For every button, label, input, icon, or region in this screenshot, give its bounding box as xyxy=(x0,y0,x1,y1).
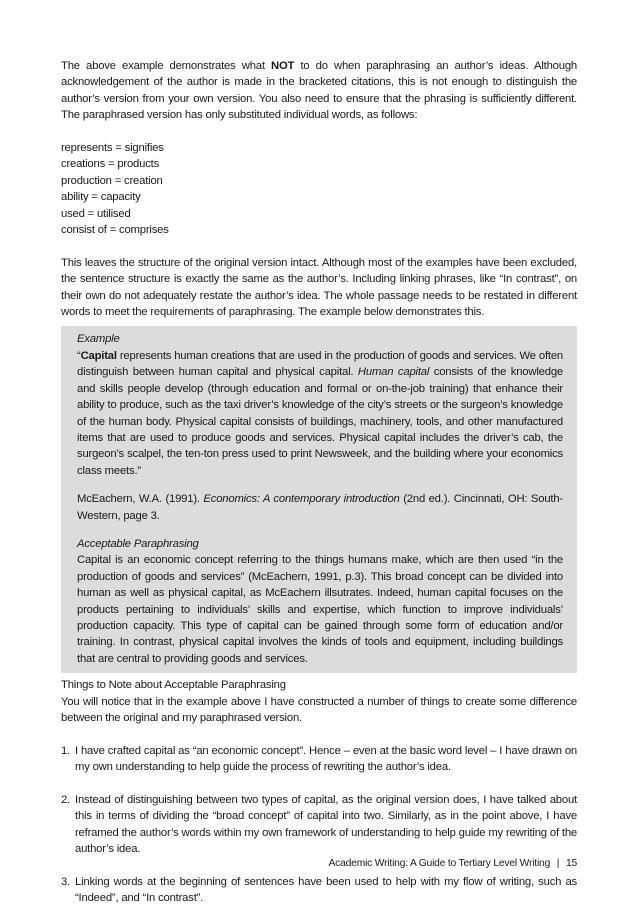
intro-paragraph xyxy=(61,58,577,124)
list-item: creations = products xyxy=(61,158,160,171)
structure-paragraph: This leaves the structure of the original version intact. Although most of the examples have been excluded, the sentence structure is exactly the same as the author’s. Including linking phrases, like “In contrast”, on their own do not adequately restate the author’s idea. The whole passage needs to be restated in different words to meet the requirements of paraphrasing. The example below demonstrates this. xyxy=(61,256,577,319)
list-item: represents = signifies xyxy=(61,142,164,155)
example-quote: “Capital represents human creations that are used in the production of goods and services. We often distinguish between human capital and physical capital. Human capital consists of the knowledge and skills people develop (through education and formal or on-the-job training) that enhance their ability to produce, such as the taxi driver’s knowledge of the city’s streets or the surgeon’s knowledge of the human body. Physical capital consists of buildings, machinery, tools, and other manufactured items that are used to produce goods and services. Physical capital includes the driver’s cab, the surgeon’s scalpel, the ten-ton press used to print Newsweek, and the building where your economics class meets.” xyxy=(77,349,563,477)
substitution-list xyxy=(61,140,577,238)
page-footer xyxy=(329,858,577,869)
numbered-item: 2. Instead of distinguishing between two types of capital, as the original version does, I have talked about this in terms of dividing the “broad concept” of capital into two. Similarly, as in the point above, I have reframed the author’s words within my own framework of understanding to help guide my rewriting of the author’s idea. xyxy=(61,794,577,856)
paraphrase-heading: Acceptable Paraphrasing xyxy=(77,537,199,550)
footer-separator: | xyxy=(556,858,560,869)
page-number: 15 xyxy=(565,858,577,869)
term-human-capital: Human capital xyxy=(357,366,430,379)
list-item: consist of = comprises xyxy=(61,224,169,237)
paraphrase-text: Capital is an economic concept referring to the things humans make, which are then used “in the production of goods and services” (McEachern, 1991, p.3). This broad concept can be divided into human as well as physical capital, as McEachern illsutrates. Indeed, human capital focuses on the products pertaining to individuals’ skills and expertise, which function to improve individuals’ production capacity. This type of capital can be gained through some form of education and/or training. In contrast, physical capital involves the kinds of tools and equipment, including buildings that are central to providing goods and services. xyxy=(77,554,563,665)
page-content xyxy=(61,58,577,907)
citation-title: Economics: A contemporary introduction xyxy=(203,493,400,506)
list-item: production = creation xyxy=(61,174,163,187)
footer-title: Academic Writing: A Guide to Tertiary Level Writing xyxy=(328,858,551,869)
term-capital: Capital xyxy=(80,349,117,362)
numbered-item: 1. I have crafted capital as “an economic concept”. Hence – even at the basic word level – I have drawn on my own understanding to help guide the process of rewriting the author’s idea. xyxy=(61,744,577,774)
example-heading: Example xyxy=(77,333,120,346)
example-citation: McEachern, W.A. (1991). Economics: A contemporary introduction (2nd ed.). Cincinnati, OH: South-Western, page 3. xyxy=(77,493,563,522)
list-item: ability = capacity xyxy=(61,191,141,204)
notes-intro: You will notice that in the example above I have constructed a number of things to create some difference between the original and my paraphrased version. xyxy=(61,695,577,724)
example-box xyxy=(61,326,577,673)
notes-heading: Things to Note about Acceptable Paraphrasing xyxy=(61,679,286,692)
emphasis-not: NOT xyxy=(271,60,295,72)
numbered-item: 3. Linking words at the beginning of sentences have been used to help with my flow of writing, such as “Indeed”, and “In contrast”. xyxy=(61,876,577,905)
list-item: used = utilised xyxy=(61,207,131,220)
intro-text: The above example demonstrates what xyxy=(61,60,271,72)
intro-text-cont: to do when paraphrasing an author’s ideas. Although acknowledgement of the author is made in the bracketed citations, this is not enough to distinguish the author’s version from your own version. You also need to ensure that the phrasing is sufficiently different. The paraphrased version has only substituted individual words, as follows: xyxy=(61,60,577,122)
